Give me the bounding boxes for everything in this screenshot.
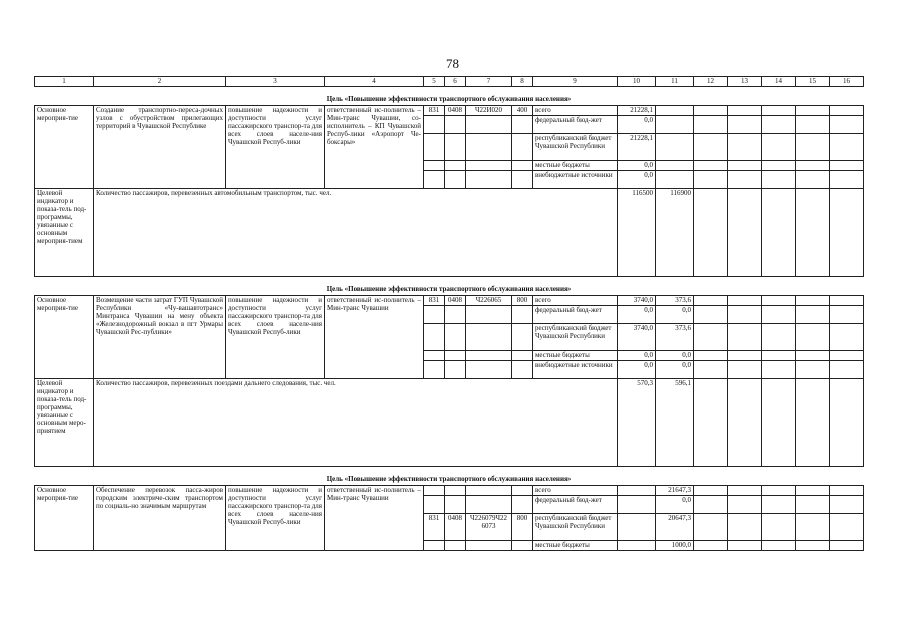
empty-cell <box>466 134 512 161</box>
indicator-label: Целевой индикатор и показа-тель под-программы, увязанные с основным мероприя-тием <box>35 189 94 277</box>
empty-cell <box>762 361 796 379</box>
empty-cell <box>424 486 445 496</box>
kbk-section: 0408 <box>445 106 466 116</box>
empty-cell <box>830 486 864 496</box>
empty-cell <box>694 106 728 116</box>
empty-cell <box>424 351 445 361</box>
empty-cell <box>694 189 728 277</box>
empty-cell <box>512 541 533 551</box>
funding-value-col11 <box>656 171 694 189</box>
kbk-expense-type: 800 <box>512 514 533 541</box>
funding-value-col10: 0,0 <box>618 351 656 361</box>
indicator-text: Количество пассажиров, перевезенных автомобильным транспортом, тыс. чел. <box>94 189 618 277</box>
empty-cell <box>466 351 512 361</box>
funding-value-col10: 0,0 <box>618 161 656 171</box>
col-header: 14 <box>762 77 796 87</box>
funding-value-col11 <box>656 161 694 171</box>
funding-value-col11: 0,0 <box>656 361 694 379</box>
kbk-target-article: Ч226079Ч22 6073 <box>466 514 512 541</box>
empty-cell <box>830 171 864 189</box>
funding-source: местные бюджеты <box>533 541 618 551</box>
goal-heading: Цель «Повышение эффективности транспортного обслуживания населения» <box>35 87 864 106</box>
empty-cell <box>424 496 445 514</box>
empty-cell <box>796 189 830 277</box>
col-header: 4 <box>325 77 424 87</box>
empty-cell <box>830 361 864 379</box>
empty-cell <box>762 351 796 361</box>
empty-cell <box>445 116 466 134</box>
empty-cell <box>694 306 728 324</box>
col-header: 5 <box>424 77 445 87</box>
empty-cell <box>445 161 466 171</box>
funding-source: республиканский бюджет Чувашской Республики <box>533 324 618 351</box>
empty-cell <box>445 351 466 361</box>
empty-cell <box>728 134 762 161</box>
kbk-ministry: 831 <box>424 514 445 541</box>
funding-row <box>35 106 864 116</box>
empty-cell <box>424 116 445 134</box>
empty-cell <box>830 324 864 351</box>
empty-cell <box>728 324 762 351</box>
goal-heading: Цель «Повышение эффективности транспортного обслуживания населения» <box>35 277 864 296</box>
measure-purpose: повышение надежности и доступности услуг пассажирского транспор-та для всех слоев населе-ния Чувашской Респуб-лики <box>226 296 325 379</box>
empty-cell <box>694 514 728 541</box>
measure-executor: ответственный ис-полнитель – Мин-транс Чувашии <box>325 296 424 379</box>
funding-value-col11: 21647,3 <box>656 486 694 496</box>
kbk-target-article: Ч22И020 <box>466 106 512 116</box>
empty-cell <box>466 116 512 134</box>
measure-type: Основное мероприя-тие <box>35 486 94 551</box>
empty-cell <box>830 496 864 514</box>
empty-cell <box>694 379 728 467</box>
column-number-row <box>35 77 864 87</box>
empty-cell <box>445 171 466 189</box>
col-header: 13 <box>728 77 762 87</box>
funding-row <box>35 296 864 306</box>
col-header: 11 <box>656 77 694 87</box>
empty-cell <box>728 116 762 134</box>
empty-cell <box>728 351 762 361</box>
empty-cell <box>762 541 796 551</box>
empty-cell <box>796 496 830 514</box>
empty-cell <box>728 161 762 171</box>
empty-cell <box>424 134 445 161</box>
empty-cell <box>694 541 728 551</box>
empty-cell <box>762 106 796 116</box>
kbk-section: 0408 <box>445 296 466 306</box>
measure-executor: ответственный ис-полнитель – Мин-транс Чувашии <box>325 486 424 551</box>
empty-cell <box>830 161 864 171</box>
page-number: 78 <box>446 56 459 71</box>
col-header: 9 <box>533 77 618 87</box>
funding-value-col11: 373,6 <box>656 296 694 306</box>
empty-cell <box>728 171 762 189</box>
empty-cell <box>762 189 796 277</box>
kbk-ministry: 831 <box>424 296 445 306</box>
empty-cell <box>830 379 864 467</box>
funding-source: внебюджетные источники <box>533 361 618 379</box>
empty-cell <box>512 134 533 161</box>
empty-cell <box>830 306 864 324</box>
empty-cell <box>466 496 512 514</box>
empty-cell <box>796 306 830 324</box>
empty-cell <box>830 541 864 551</box>
empty-cell <box>445 541 466 551</box>
indicator-row <box>35 189 864 277</box>
kbk-expense-type: 400 <box>512 106 533 116</box>
empty-cell <box>762 324 796 351</box>
empty-cell <box>694 116 728 134</box>
empty-cell <box>796 296 830 306</box>
empty-cell <box>728 296 762 306</box>
measure-type: Основное мероприя-тие <box>35 106 94 189</box>
empty-cell <box>830 296 864 306</box>
indicator-value-col11: 596,1 <box>656 379 694 467</box>
empty-cell <box>762 116 796 134</box>
program-table <box>34 76 864 551</box>
empty-cell <box>445 324 466 351</box>
funding-source: федеральный бюд-жет <box>533 306 618 324</box>
measure-purpose: повышение надежности и доступности услуг пассажирского транспор-та для всех слоев населе-ния Чувашской Респуб-лики <box>226 106 325 189</box>
empty-cell <box>728 306 762 324</box>
col-header: 15 <box>796 77 830 87</box>
empty-cell <box>466 306 512 324</box>
empty-cell <box>694 134 728 161</box>
empty-cell <box>728 496 762 514</box>
col-header: 1 <box>35 77 94 87</box>
goal-row <box>35 277 864 296</box>
empty-cell <box>796 361 830 379</box>
funding-value-col10 <box>618 496 656 514</box>
empty-cell <box>762 171 796 189</box>
empty-cell <box>830 134 864 161</box>
empty-cell <box>694 351 728 361</box>
funding-value-col11: 1000,0 <box>656 541 694 551</box>
empty-cell <box>728 486 762 496</box>
funding-value-col11 <box>656 116 694 134</box>
goal-row <box>35 87 864 106</box>
kbk-expense-type: 800 <box>512 296 533 306</box>
funding-value-col11: 20647,3 <box>656 514 694 541</box>
empty-cell <box>830 106 864 116</box>
empty-cell <box>796 106 830 116</box>
goal-row <box>35 467 864 486</box>
empty-cell <box>762 306 796 324</box>
funding-value-col10 <box>618 514 656 541</box>
funding-source: федеральный бюд-жет <box>533 116 618 134</box>
funding-value-col10: 0,0 <box>618 306 656 324</box>
funding-value-col11: 0,0 <box>656 496 694 514</box>
col-header: 7 <box>466 77 512 87</box>
funding-source: внебюджетные источники <box>533 171 618 189</box>
empty-cell <box>694 171 728 189</box>
empty-cell <box>694 296 728 306</box>
empty-cell <box>445 134 466 161</box>
col-header: 3 <box>226 77 325 87</box>
empty-cell <box>445 306 466 324</box>
funding-source: федеральный бюд-жет <box>533 496 618 514</box>
empty-cell <box>512 306 533 324</box>
indicator-text: Количество пассажиров, перевезенных поездами дальнего следования, тыс. чел. <box>94 379 618 467</box>
empty-cell <box>762 161 796 171</box>
empty-cell <box>830 116 864 134</box>
funding-value-col10: 0,0 <box>618 361 656 379</box>
empty-cell <box>796 324 830 351</box>
empty-cell <box>796 514 830 541</box>
indicator-value-col11: 116900 <box>656 189 694 277</box>
funding-value-col10: 0,0 <box>618 116 656 134</box>
funding-value-col11 <box>656 106 694 116</box>
funding-source: всего <box>533 106 618 116</box>
empty-cell <box>796 161 830 171</box>
indicator-row <box>35 379 864 467</box>
empty-cell <box>762 496 796 514</box>
empty-cell <box>796 541 830 551</box>
empty-cell <box>445 361 466 379</box>
empty-cell <box>796 171 830 189</box>
goal-heading: Цель «Повышение эффективности транспортного обслуживания населения» <box>35 467 864 486</box>
empty-cell <box>466 361 512 379</box>
measure-type: Основное мероприя-тие <box>35 296 94 379</box>
funding-source: республиканский бюджет Чувашской Республики <box>533 134 618 161</box>
empty-cell <box>512 361 533 379</box>
empty-cell <box>796 116 830 134</box>
empty-cell <box>512 496 533 514</box>
funding-source: республиканский бюджет Чувашской Республики <box>533 514 618 541</box>
empty-cell <box>762 379 796 467</box>
funding-value-col10: 3740,0 <box>618 296 656 306</box>
indicator-value-col10: 116500 <box>618 189 656 277</box>
funding-value-col11: 0,0 <box>656 306 694 324</box>
col-header: 8 <box>512 77 533 87</box>
funding-source: местные бюджеты <box>533 351 618 361</box>
empty-cell <box>512 116 533 134</box>
col-header: 12 <box>694 77 728 87</box>
kbk-section: 0408 <box>445 514 466 541</box>
empty-cell <box>728 379 762 467</box>
empty-cell <box>512 324 533 351</box>
empty-cell <box>694 486 728 496</box>
empty-cell <box>728 514 762 541</box>
kbk-ministry: 831 <box>424 106 445 116</box>
empty-cell <box>728 189 762 277</box>
empty-cell <box>445 496 466 514</box>
col-header: 16 <box>830 77 864 87</box>
funding-source: всего <box>533 486 618 496</box>
empty-cell <box>424 324 445 351</box>
empty-cell <box>424 171 445 189</box>
empty-cell <box>830 189 864 277</box>
measure-executor: ответственный ис-полнитель – Мин-транс Чувашии, со-исполнитель – КП Чувашской Респуб-лики «Аэропорт Че-боксары» <box>325 106 424 189</box>
empty-cell <box>796 379 830 467</box>
funding-source: местные бюджеты <box>533 161 618 171</box>
funding-value-col11: 373,6 <box>656 324 694 351</box>
funding-value-col10: 3740,0 <box>618 324 656 351</box>
indicator-value-col10: 570,3 <box>618 379 656 467</box>
empty-cell <box>694 361 728 379</box>
empty-cell <box>694 324 728 351</box>
funding-value-col10: 21228,1 <box>618 134 656 161</box>
empty-cell <box>512 171 533 189</box>
empty-cell <box>424 541 445 551</box>
funding-value-col11 <box>656 134 694 161</box>
empty-cell <box>762 134 796 161</box>
funding-source: всего <box>533 296 618 306</box>
empty-cell <box>424 161 445 171</box>
funding-value-col11: 0,0 <box>656 351 694 361</box>
empty-cell <box>830 514 864 541</box>
empty-cell <box>466 541 512 551</box>
funding-value-col10: 0,0 <box>618 171 656 189</box>
empty-cell <box>728 541 762 551</box>
empty-cell <box>762 514 796 541</box>
col-header: 6 <box>445 77 466 87</box>
empty-cell <box>728 361 762 379</box>
empty-cell <box>830 351 864 361</box>
funding-value-col10 <box>618 486 656 496</box>
empty-cell <box>512 486 533 496</box>
empty-cell <box>694 496 728 514</box>
col-header: 10 <box>618 77 656 87</box>
empty-cell <box>796 486 830 496</box>
empty-cell <box>796 351 830 361</box>
empty-cell <box>728 106 762 116</box>
col-header: 2 <box>94 77 226 87</box>
measure-purpose: повышение надежности и доступности услуг пассажирского транспор-та для всех слоев населе-ния Чувашской Респуб-лики <box>226 486 325 551</box>
empty-cell <box>466 324 512 351</box>
kbk-target-article: Ч226065 <box>466 296 512 306</box>
measure-name: Возмещение части затрат ГУП Чувашской Республики «Чу-вашавтотранс» Минтранса Чувашии на мену объекта «Железнодорожный вокзал в пгт Урмары Чувашской Рес-публики» <box>94 296 226 379</box>
empty-cell <box>762 486 796 496</box>
indicator-label: Целевой индикатор и показа-тель под-программы, увязанные с основным меро-приятием <box>35 379 94 467</box>
empty-cell <box>445 486 466 496</box>
funding-value-col10 <box>618 541 656 551</box>
funding-row <box>35 486 864 496</box>
empty-cell <box>424 361 445 379</box>
empty-cell <box>466 486 512 496</box>
empty-cell <box>512 351 533 361</box>
empty-cell <box>466 161 512 171</box>
measure-name: Обеспечение перевозок пасса-жиров городским электриче-ским транспортом по социаль-но значимым маршрутам <box>94 486 226 551</box>
empty-cell <box>694 161 728 171</box>
empty-cell <box>762 296 796 306</box>
empty-cell <box>424 306 445 324</box>
empty-cell <box>466 171 512 189</box>
funding-value-col10: 21228,1 <box>618 106 656 116</box>
measure-name: Создание транспортно-переса-дочных узлов с обустройством прилегающих территорий в Чувашской Республике <box>94 106 226 189</box>
empty-cell <box>512 161 533 171</box>
empty-cell <box>796 134 830 161</box>
